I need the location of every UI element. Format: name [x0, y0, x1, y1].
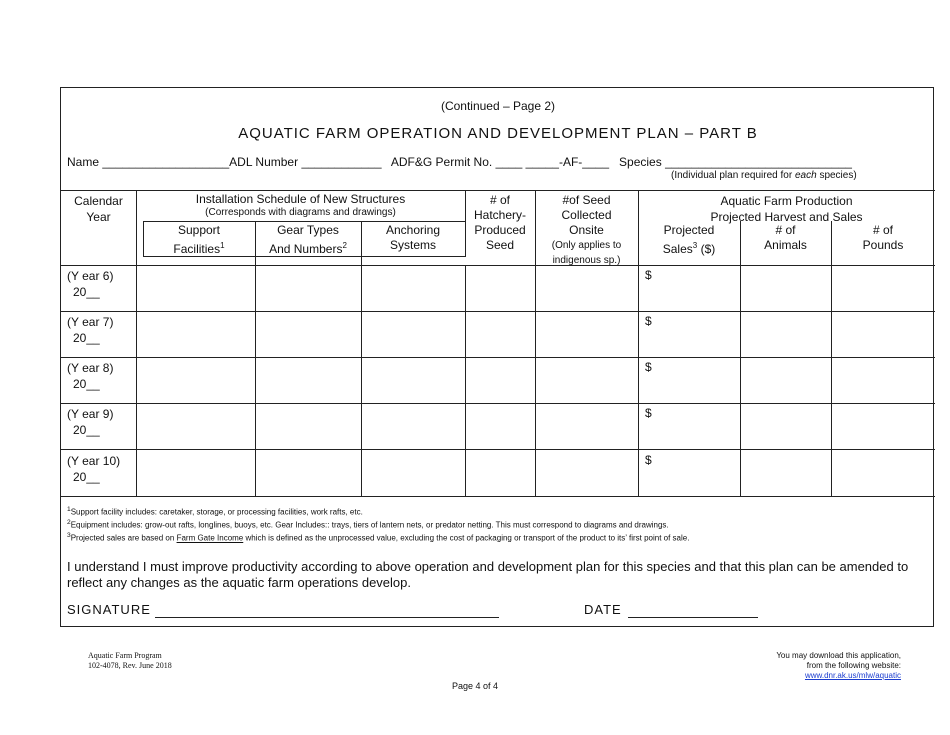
- pounds-header: [831, 223, 935, 253]
- row-rule: [61, 357, 935, 358]
- calendar-header-l1: Calendar: [74, 194, 123, 208]
- name-label: Name: [67, 155, 100, 169]
- footer-left: [88, 651, 172, 671]
- header-bottom-rule: [61, 265, 935, 266]
- row-rule: [61, 403, 935, 404]
- sales-sup: 3: [692, 241, 698, 250]
- col-divider: [361, 221, 362, 496]
- support-header-l2: Facilities: [173, 242, 221, 256]
- hatch-l4: Seed: [485, 238, 515, 252]
- signature-line[interactable]: [155, 617, 499, 618]
- table-row-year-label: [67, 268, 113, 300]
- row-date[interactable]: 20__: [73, 470, 100, 484]
- hatchery-header: [465, 193, 535, 253]
- production-header: [638, 193, 935, 225]
- animals-header: [740, 223, 831, 253]
- species-note-pre: (Individual plan required for: [671, 170, 793, 181]
- adl-field[interactable]: ____________: [301, 155, 382, 169]
- species-note-em: each: [794, 170, 817, 181]
- install-title: Installation Schedule of New Structures: [195, 192, 406, 206]
- sales-header: [638, 223, 740, 257]
- row-dollar: $: [645, 360, 652, 374]
- support-sup: 1: [220, 241, 225, 250]
- table-row-year-label: [67, 360, 113, 392]
- fn3-pre: Projected sales are based on: [70, 533, 175, 543]
- table-bottom-rule: [61, 496, 935, 497]
- download-l2: from the following website:: [806, 661, 901, 670]
- hatch-l2: Hatchery-: [473, 208, 526, 222]
- hatch-l1: # of: [489, 193, 510, 207]
- row-rule: [61, 449, 935, 450]
- species-note: [671, 170, 857, 181]
- sales-l2a: Sales: [662, 242, 693, 256]
- footer-right: [776, 651, 901, 681]
- signature-label: SIGNATURE: [67, 602, 151, 617]
- gear-header: [255, 223, 361, 257]
- continued-label: (Continued – Page 2): [440, 99, 556, 113]
- date-label: DATE: [584, 602, 622, 617]
- footnote-2: [67, 519, 669, 530]
- prod-l1: Aquatic Farm Production: [720, 194, 853, 208]
- fn2-text: Equipment includes: grow-out rafts, longlines, buoys, etc. Gear Includes:: trays, tiers of lantern nets, or predator netting. This must correspond to diagrams and drawings.: [70, 520, 669, 530]
- row-dollar: $: [645, 453, 652, 467]
- install-subheader-rule: [143, 221, 465, 222]
- install-subtitle: (Corresponds with diagrams and drawings): [205, 207, 396, 218]
- download-l1: You may download this application,: [776, 651, 901, 660]
- info-line: [67, 155, 852, 169]
- prod-l2: Projected Harvest and Sales: [710, 210, 863, 224]
- table-row-year-label: [67, 453, 120, 485]
- page-number: Page 4 of 4: [451, 681, 499, 691]
- page-title: AQUATIC FARM OPERATION AND DEVELOPMENT PLAN – PART B: [238, 125, 758, 142]
- species-field[interactable]: ____________________________: [665, 155, 852, 169]
- form-frame: [60, 87, 934, 627]
- row-year: (Y ear 10): [67, 454, 121, 468]
- table-row-year-label: [67, 406, 113, 438]
- statement: [67, 559, 908, 591]
- table-top-rule: [61, 190, 935, 191]
- col-divider: [465, 265, 466, 496]
- animals-l2: Animals: [764, 238, 807, 252]
- anchor-header-l2: Systems: [389, 238, 436, 252]
- seed-l2: Collected: [561, 208, 612, 222]
- row-year: (Y ear 6): [67, 269, 114, 283]
- calendar-year-header: [61, 193, 136, 225]
- col-divider: [136, 190, 137, 496]
- row-dollar: $: [645, 268, 652, 282]
- row-year: (Y ear 9): [67, 407, 114, 421]
- adl-label: ADL Number: [229, 155, 299, 169]
- seed-header: [535, 193, 638, 268]
- row-date[interactable]: 20__: [73, 377, 100, 391]
- species-note-post: species): [819, 170, 857, 181]
- gear-header-l2: And Numbers: [269, 242, 343, 256]
- fn3-sup: 3: [67, 532, 71, 539]
- row-dollar: $: [645, 314, 652, 328]
- row-year: (Y ear 7): [67, 315, 114, 329]
- species-label: Species: [619, 155, 662, 169]
- row-date[interactable]: 20__: [73, 423, 100, 437]
- fn1-text: Support facility includes: caretaker, storage, or processing facilities, work rafts, etc.: [70, 507, 363, 517]
- col-divider: [740, 221, 741, 496]
- permit-field[interactable]: ____ _____-AF-____: [495, 155, 609, 169]
- seed-l4: (Only applies to: [551, 240, 622, 251]
- seed-l3: Onsite: [569, 223, 604, 237]
- date-line[interactable]: [628, 617, 758, 618]
- statement-l1: I understand I must improve productivity according to above operation and development plan for this species and that this plan can be amended to: [67, 559, 909, 574]
- pounds-l2: Pounds: [862, 238, 904, 252]
- footnote-1: [67, 506, 363, 517]
- pounds-l1: # of: [872, 223, 893, 237]
- statement-l2: reflect any changes as the aquatic farm operations develop.: [67, 575, 411, 590]
- fn3-post: which is defined as the unprocessed value, excluding the cost of packaging or transport of the product to its’ first point of sale.: [245, 533, 690, 543]
- table-row-year-label: [67, 314, 113, 346]
- farm-gate-income-link[interactable]: Farm Gate Income: [176, 533, 244, 543]
- anchor-header: [361, 223, 465, 253]
- gear-header-l1: Gear Types: [277, 223, 339, 237]
- row-year: (Y ear 8): [67, 361, 114, 375]
- footer-form-number: 102-4078, Rev. June 2018: [88, 661, 172, 670]
- sales-l1: Projected: [663, 223, 715, 237]
- install-header: [136, 192, 465, 218]
- footer-program: Aquatic Farm Program: [88, 651, 162, 660]
- website-link[interactable]: www.dnr.ak.us/mlw/aquatic: [804, 671, 901, 680]
- row-date[interactable]: 20__: [73, 285, 100, 299]
- fn1-sup: 1: [67, 506, 71, 513]
- footnote-3: [67, 532, 689, 543]
- col-divider: [255, 221, 256, 496]
- sales-l2b: ($): [697, 242, 716, 256]
- hatch-l3: Produced: [474, 223, 526, 237]
- row-dollar: $: [645, 406, 652, 420]
- support-header: [143, 223, 255, 257]
- calendar-header-l2: Year: [86, 210, 111, 224]
- fn2-sup: 2: [67, 519, 71, 526]
- name-field[interactable]: ___________________: [102, 155, 230, 169]
- support-header-l1: Support: [177, 223, 221, 237]
- row-rule: [61, 311, 935, 312]
- permit-label: ADF&G Permit No.: [390, 155, 493, 169]
- seed-l1: #of Seed: [562, 193, 611, 207]
- row-date[interactable]: 20__: [73, 331, 100, 345]
- anchor-header-l1: Anchoring: [385, 223, 441, 237]
- gear-sup: 2: [342, 241, 347, 250]
- col-divider: [831, 221, 832, 496]
- seed-l5: indigenous sp.): [552, 255, 621, 266]
- animals-l1: # of: [775, 223, 796, 237]
